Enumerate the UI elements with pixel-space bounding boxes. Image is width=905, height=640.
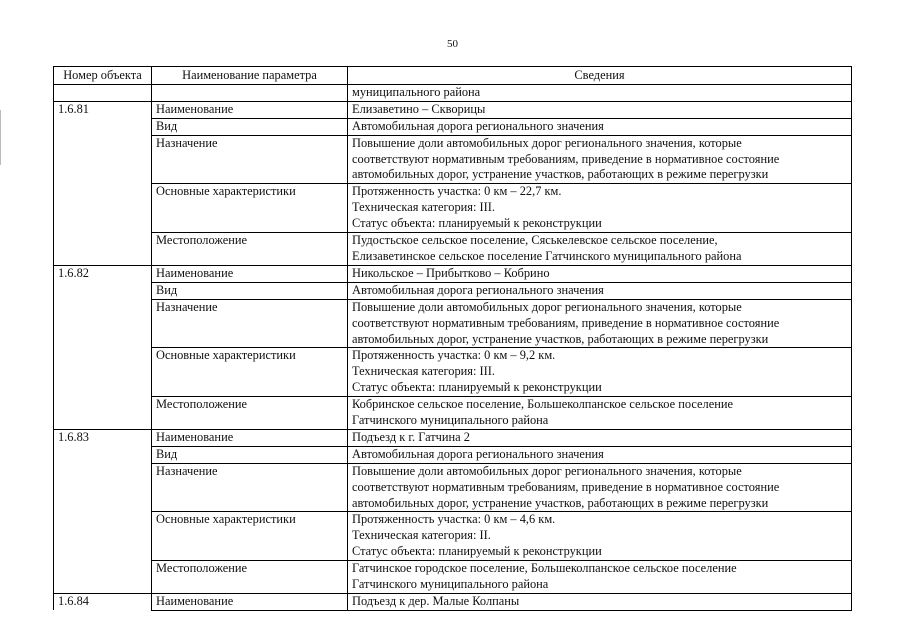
parameter-value (348, 512, 852, 561)
table-body (54, 84, 852, 610)
object-number-cell (54, 233, 152, 266)
value-line: Автомобильная дорога регионального значения (352, 446, 604, 461)
table-row (54, 282, 852, 299)
page-number: 50 (447, 38, 458, 50)
table-row (54, 512, 852, 561)
parameter-value (348, 561, 852, 594)
value-line: Автомобильная дорога регионального значения (352, 282, 604, 297)
parameter-name: Местоположение (152, 397, 348, 430)
table-row (54, 397, 852, 430)
parameter-value (348, 101, 852, 118)
value-line: Пудостьское сельское поселение, Сяськелевское сельское поселение, (352, 233, 718, 248)
value-line: Подъезд к дер. Малые Колпаны (352, 594, 520, 608)
value-line: автомобильных дорог, устранение участков, работающих в режиме перегрузки (352, 167, 769, 182)
value-line: соответствуют нормативным требованиям, приведение в нормативное состояние (352, 315, 780, 330)
parameter-name: Вид (152, 118, 348, 135)
value-line: Статус объекта: планируемый к реконструкции (352, 216, 602, 231)
object-number: 1.6.81 (54, 101, 152, 118)
object-number-cell (54, 135, 152, 184)
table-row (54, 118, 852, 135)
value-line: Автомобильная дорога регионального значения (352, 118, 604, 133)
object-number-cell (54, 397, 152, 430)
parameter-name: Вид (152, 446, 348, 463)
table-row (54, 184, 852, 233)
parameter-value (348, 265, 852, 282)
parameter-value (348, 446, 852, 463)
header-details: Сведения (348, 67, 852, 85)
object-number-cell (54, 348, 152, 397)
carryover-row (54, 84, 852, 101)
parameter-value (348, 594, 852, 611)
scan-edge-mark (0, 110, 1, 165)
object-number-cell (54, 561, 152, 594)
object-number-cell (54, 118, 152, 135)
table-row (54, 299, 852, 348)
value-line: Техническая категория: III. (352, 200, 495, 215)
value-line: Техническая категория: II. (352, 528, 491, 543)
value-line: автомобильных дорог, устранение участков, работающих в режиме перегрузки (352, 495, 769, 510)
value-line: Техническая категория: III. (352, 364, 495, 379)
table-row (54, 561, 852, 594)
carryover-empty-param (152, 84, 348, 101)
object-number: 1.6.83 (54, 429, 152, 446)
table-row (54, 265, 852, 282)
table-row (54, 101, 852, 118)
parameter-value (348, 135, 852, 184)
parameter-value (348, 348, 852, 397)
object-number: 1.6.84 (54, 594, 152, 611)
parameter-value (348, 299, 852, 348)
object-number: 1.6.82 (54, 265, 152, 282)
parameter-name: Наименование (152, 265, 348, 282)
parameter-value (348, 233, 852, 266)
value-line: Елизаветинское сельское поселение Гатчинского муниципального района (352, 248, 742, 263)
value-line: Протяженность участка: 0 км – 4,6 км. (352, 512, 556, 527)
value-line: Протяженность участка: 0 км – 22,7 км. (352, 184, 562, 199)
value-line: Гатчинского муниципального района (352, 577, 549, 592)
parameter-name: Наименование (152, 429, 348, 446)
parameter-name: Наименование (152, 594, 348, 611)
object-number-cell (54, 512, 152, 561)
parameter-value (348, 463, 852, 512)
parameter-name: Местоположение (152, 561, 348, 594)
table-row (54, 233, 852, 266)
value-line: Никольское – Прибытково – Кобрино (352, 265, 550, 280)
header-parameter-name: Наименование параметра (152, 67, 348, 85)
parameter-name: Назначение (152, 463, 348, 512)
table-header-row (54, 67, 852, 85)
parameter-name: Назначение (152, 135, 348, 184)
parameter-name: Основные характеристики (152, 184, 348, 233)
parameter-name: Вид (152, 282, 348, 299)
object-number-cell (54, 446, 152, 463)
parameter-value (348, 118, 852, 135)
value-line: Повышение доли автомобильных дорог регионального значения, которые (352, 135, 742, 150)
table-row (54, 429, 852, 446)
value-line: Подъезд к г. Гатчина 2 (352, 429, 470, 444)
table-row (54, 135, 852, 184)
object-number-cell (54, 282, 152, 299)
objects-table (53, 66, 852, 611)
parameter-name: Основные характеристики (152, 348, 348, 397)
parameter-value (348, 282, 852, 299)
parameter-value (348, 397, 852, 430)
object-number-cell (54, 299, 152, 348)
value-line: Протяженность участка: 0 км – 9,2 км. (352, 348, 556, 363)
value-line: Гатчинского муниципального района (352, 413, 549, 428)
parameter-name: Назначение (152, 299, 348, 348)
table-row (54, 594, 852, 611)
table-row (54, 446, 852, 463)
table-row (54, 463, 852, 512)
value-line: Повышение доли автомобильных дорог регионального значения, которые (352, 299, 742, 314)
value-line: автомобильных дорог, устранение участков, работающих в режиме перегрузки (352, 331, 769, 346)
value-line: Елизаветино – Скворицы (352, 101, 486, 116)
value-line: Статус объекта: планируемый к реконструкции (352, 544, 602, 559)
value-line: Гатчинское городское поселение, Большеколпанское сельское поселение (352, 561, 737, 576)
value-line: соответствуют нормативным требованиям, приведение в нормативное состояние (352, 151, 780, 166)
value-line: Кобринское сельское поселение, Большеколпанское сельское поселение (352, 397, 733, 412)
parameter-value (348, 184, 852, 233)
value-line: соответствуют нормативным требованиям, приведение в нормативное состояние (352, 479, 780, 494)
parameter-name: Местоположение (152, 233, 348, 266)
value-line: Повышение доли автомобильных дорог регионального значения, которые (352, 463, 742, 478)
parameter-value (348, 429, 852, 446)
carryover-empty-number (54, 84, 152, 101)
object-number-cell (54, 463, 152, 512)
value-line: Статус объекта: планируемый к реконструкции (352, 380, 602, 395)
parameter-name: Основные характеристики (152, 512, 348, 561)
parameter-name: Наименование (152, 101, 348, 118)
table-row (54, 348, 852, 397)
carryover-text: муниципального района (348, 84, 852, 101)
object-number-cell (54, 184, 152, 233)
header-object-number: Номер объекта (54, 67, 152, 85)
